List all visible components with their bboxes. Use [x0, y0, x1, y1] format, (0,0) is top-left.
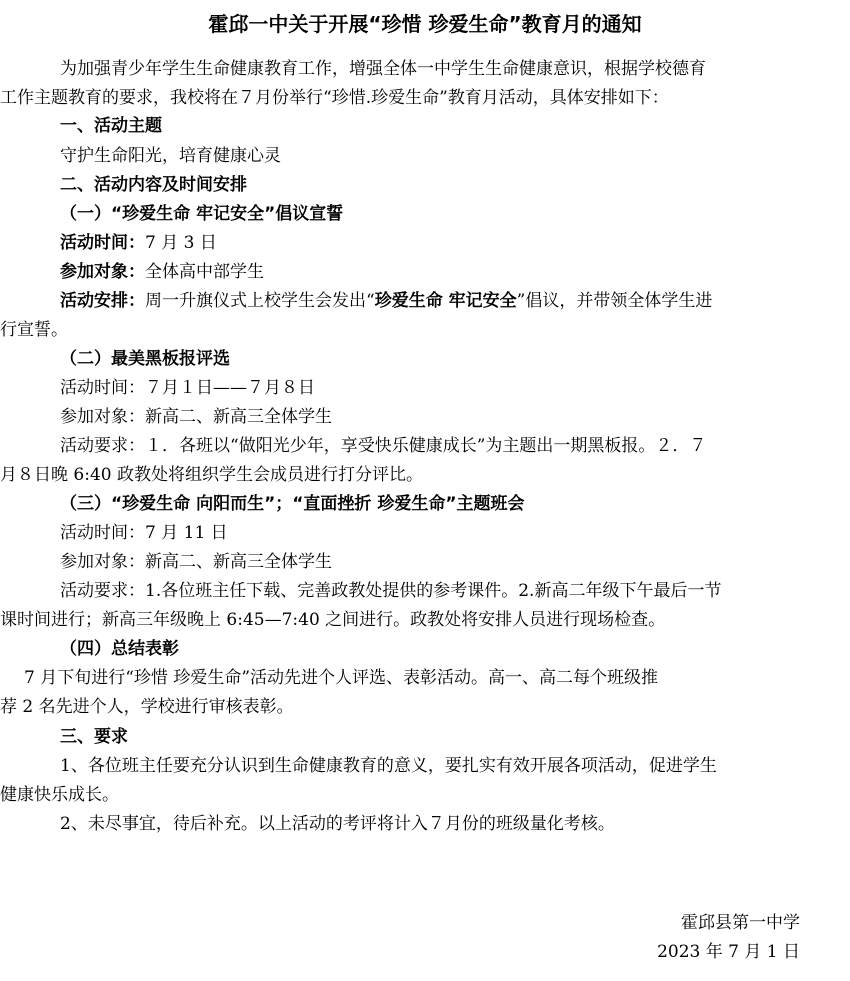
signature-date: 2023 年 7 月 1 日 [657, 942, 800, 962]
activity-1-target [60, 259, 264, 285]
activity-1-heading: （一）“珍爱生命 牢记安全”倡议宣誓 [60, 204, 344, 224]
activity-2-target: 参加对象：新高二、新高三全体学生 [60, 407, 332, 427]
requirement-1-line-1: 1、各位班主任要充分认识到生命健康教育的意义，要扎实有效开展各项活动，促进学生 [60, 756, 717, 776]
section-2-heading: 二、活动内容及时间安排 [60, 175, 247, 195]
activity-1-arrange-text-b: ”倡议，并带领全体学生进 [516, 291, 713, 311]
activity-2-requirement-line-2: 月８日晚 6:40 政教处将组织学生会成员进行打分评比。 [0, 465, 423, 485]
activity-4-heading: （四）总结表彰 [60, 639, 179, 659]
activity-4-line-1: 7 月下旬进行“珍惜 珍爱生命”活动先进个人评选、表彰活动。高一、高二每个班级推 [24, 668, 659, 688]
activity-3-requirement-line-2: 课时间进行；新高三年级晚上 6:45—7:40 之间进行。政教处将安排人员进行现场检查。 [0, 610, 666, 630]
activity-1-target-value: 全体高中部学生 [145, 262, 264, 282]
activity-1-arrangement [60, 288, 712, 314]
activity-1-arrange-bold: 珍爱生命 牢记安全 [374, 291, 517, 311]
intro-line-1: 为加强青少年学生生命健康教育工作，增强全体一中学生生命健康意识，根据学校德育 [60, 59, 706, 79]
requirement-1-line-2: 健康快乐成长。 [0, 785, 119, 805]
activity-3-target: 参加对象：新高二、新高三全体学生 [60, 552, 332, 572]
section-3-heading: 三、要求 [60, 727, 128, 747]
activity-2-heading: （二）最美黑板报评选 [60, 349, 230, 369]
activity-2-requirement-line-1: 活动要求：１．各班以“做阳光少年，享受快乐健康成长”为主题出一期黑板报。２．７ [60, 436, 707, 456]
signature-organization: 霍邱县第一中学 [681, 913, 800, 933]
requirement-2: 2、未尽事宜，待后补充。以上活动的考评将计入７月份的班级量化考核。 [60, 814, 615, 834]
activity-1-time-value: 7 月 3 日 [145, 233, 217, 253]
section-1-heading: 一、活动主题 [60, 116, 162, 136]
activity-3-heading: （三）“珍爱生命 向阳而生”；“直面挫折 珍爱生命”主题班会 [60, 494, 525, 514]
section-1-text: 守护生命阳光，培育健康心灵 [60, 146, 281, 166]
activity-1-arrange-text-a: 周一升旗仪式上校学生会发出“ [145, 291, 375, 311]
activity-4-line-2: 荐 2 名先进个人，学校进行审核表彰。 [0, 697, 294, 717]
activity-3-time: 活动时间：7 月 11 日 [60, 523, 228, 543]
document-title: 霍邱一中关于开展“珍惜 珍爱生命”教育月的通知 [208, 12, 642, 36]
activity-1-time-label: 活动时间： [60, 233, 145, 253]
intro-line-2: 工作主题教育的要求，我校将在７月份举行“珍惜.珍爱生命”教育月活动，具体安排如下： [0, 88, 669, 108]
activity-2-time: 活动时间：７月１日——７月８日 [60, 378, 315, 398]
activity-1-arrange-label: 活动安排： [60, 291, 145, 311]
activity-1-time [60, 230, 217, 256]
activity-1-target-label: 参加对象： [60, 262, 145, 282]
activity-1-arrangement-line-2: 行宣誓。 [0, 320, 68, 340]
activity-3-requirement-line-1: 活动要求：1.各位班主任下载、完善政教处提供的参考课件。2.新高二年级下午最后一节 [60, 581, 722, 601]
